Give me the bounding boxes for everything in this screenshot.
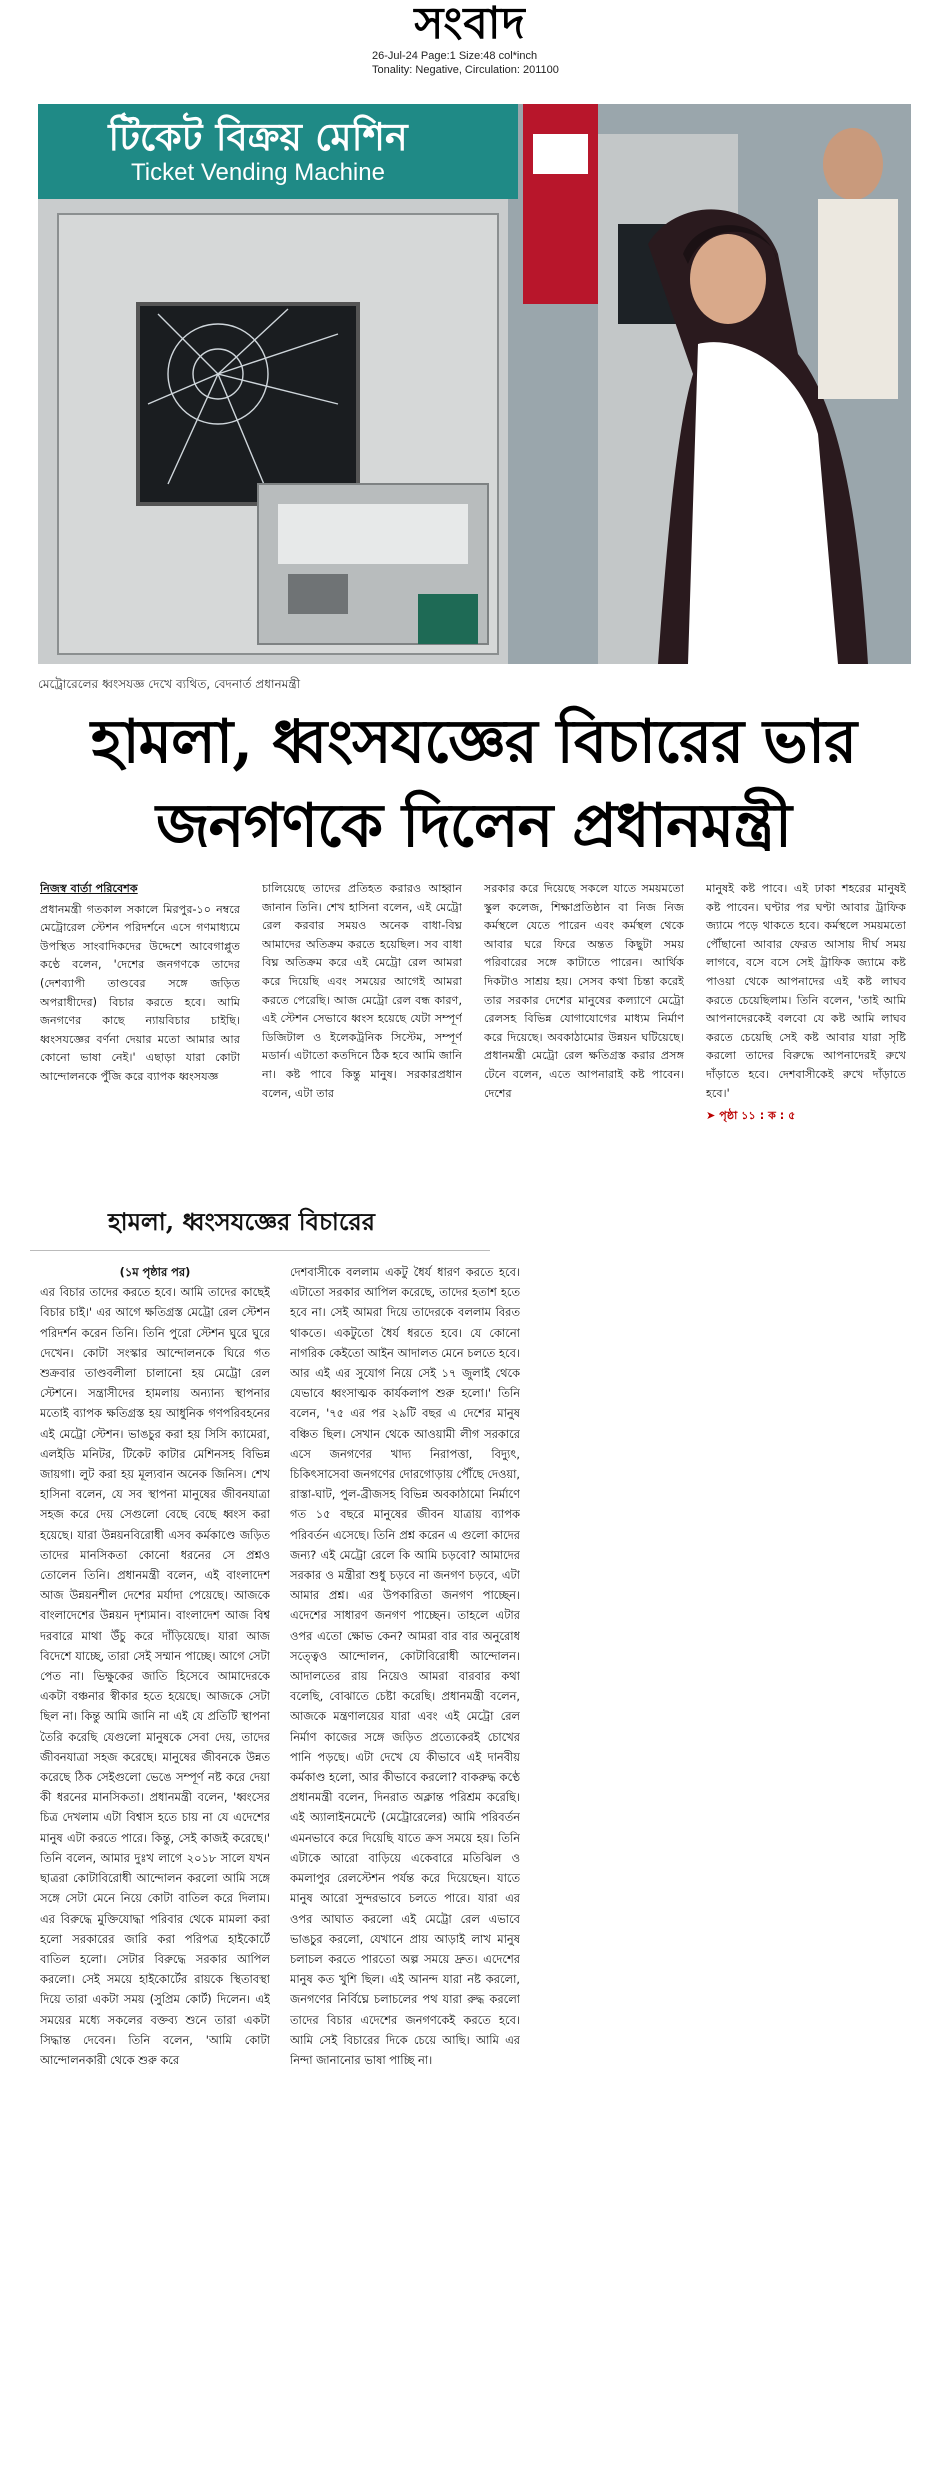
byline: নিজস্ব বার্তা পরিবেশক — [40, 882, 138, 895]
photo-caption: মেট্রোরেলের ধ্বংসযজ্ঞ দেখে ব্যথিত, বেদনার্ত প্রধানমন্ত্রী — [38, 677, 301, 691]
jump-col1-text: এর বিচার তাদের করতে হবে। আমি তাদের কাছেই বিচার চাই।' এর আগে ক্ষতিগ্রস্ত মেট্রো রেল স্টেশন পরিদর্শন করেন তিনি। তিনি পুরো স্টেশন ঘুরে ঘুরে দেখেন। কোটা সংস্কার আন্দোলনকে ঘিরে গত শুক্রবার তাণ্ডবলীলা চালানো হয় মেট্রো রেল স্টেশনে। সন্ত্রাসীদের হামলায় অন্যান্য স্থাপনার মতোই ব্যাপক ক্ষতিগ্রস্ত হয় আধুনিক গণপরিবহনের এই মেট্রো স্টেশন। ভাঙচুর করা হয় সিসি ক্যামেরা, এলইডি মনিটর, টিকেট কাটার মেশিনসহ বিভিন্ন জায়গা। লুট করা হয় মূল্যবান অনেক জিনিস। শেখ হাসিনা বলেন, যে সব স্থাপনা মানুষের জীবনযাত্রা সহজ করে দেয় সেগুলো বেছে বেছে ধ্বংস করা হয়েছে। যারা উন্নয়নবিরোধী এসব কর্মকাণ্ডে জড়িত তাদের মানসিকতা কোনো ধরনের সে প্রশ্নও তোলেন তিনি। প্রধানমন্ত্রী বলেন, এই বাংলাদেশ আজ উন্নয়নশীল দেশের মর্যাদা পেয়েছে। আজকে বাংলাদেশের উন্নয়ন দৃশ্যমান। বাংলাদেশ আজ বিশ্ব দরবারে মাথা উঁচু করে দাঁড়িয়েছে। যারা আজ বিদেশে যাচ্ছে, তারা সেই সম্মান পাচ্ছে। আগে সেটা পেত না। ভিক্ষুকের জাতি হিসেবে আমাদেরকে একটা বঞ্চনার স্বীকার হতে হয়েছে। আজকে সেটা ছিল না। কিন্তু আমি জানি না এই যে প্রতিটি স্থাপনা তৈরি করেছি যেগুলো মানুষকে সেবা দেয়, তাদের জীবনযাত্রা সহজ করেছে। মানুষের জীবনকে উন্নত করেছে ঠিক সেইগুলো ভেঙে সম্পূর্ণ নষ্ট করে দেয়া কী ধরনের মানসিকতা। প্রধানমন্ত্রী বলেন, 'ধ্বংসের চিত্র দেখলাম এটা বিশ্বাস হতে চায় না যে এদেশের মানুষ এটা করতে পারে। কিন্তু, সেই কাজই করেছে।' তিনি বলেন, আমার দুঃখ লাগে ২০১৮ সালে যখন ছাত্ররা কোটাবিরোধী আন্দোলন করলো আমি সঙ্গে সঙ্গে সেটা মেনে নিয়ে কোটা বাতিল করে দিলাম। এর বিরুদ্ধে মুক্তিযোদ্ধা পরিবার থেকে মামলা করা হলো সরকারের জারি করা পরিপত্র হাইকোর্টে বাতিল হলো। সেটার বিরুদ্ধে সরকার আপিল করলো। সেই সময়ে হাইকোর্টের রায়কে স্থিতাবস্থা দিয়ে তারা একটা সময় (সুপ্রিম কোর্ট) দিলেন। এই সময়ের মধ্যে সকলের বক্তব্য শুনে তারা একটা সিদ্ধান্ত দেবেন। তিনি বলেন, 'আমি কোটা আন্দোলনকারী থেকে শুরু করে — [40, 1285, 270, 2067]
jump-headline: হামলা, ধ্বংসযজ্ঞের বিচারের — [108, 1207, 375, 1236]
clipping-meta-line2: Tonality: Negative, Circulation: 201100 — [372, 64, 559, 76]
jump-divider — [30, 1250, 490, 1251]
article-column-3 — [484, 880, 684, 1120]
jump-from-label: (১ম পৃষ্ঠার পর) — [119, 1265, 191, 1279]
article-column-1 — [40, 880, 240, 1120]
jump-col2-text: দেশবাসীকে বললাম একটু ধৈর্য ধারণ করতে হবে। এটাতো সরকার আপিল করেছে, তাদের হতাশ হতে হবে না। সেই আমরা দিয়ে তাদেরকে বললাম বিরত থাকতে। একটুতো ধৈর্য ধরতে হবে। যে কোনো নাগরিক কেইতো আইন আদালত মেনে চলতে হবে। আর এই এর সুযোগ নিয়ে সেই ১৭ জুলাই থেকে যেভাবে ধ্বংসাত্মক কার্যকলাপ শুরু হলো।' তিনি বলেন, '৭৫ এর পর ২৯টি বছর এ দেশের মানুষ বঞ্চিত ছিল। সেখান থেকে আওয়ামী লীগ সরকারে এসে জনগণের খাদ্য নিরাপত্তা, বিদ্যুৎ, চিকিৎসাসেবা জনগণের দোরগোড়ায় পৌঁছে দেওয়া, রাস্তা-ঘাট, পুল-ব্রীজসহ বিভিন্ন অবকাঠামো নির্মাণে গত ১৫ বছরে মানুষের জীবন যাত্রায় ব্যাপক পরিবর্তন এসেছে। তিনি প্রশ্ন করেন এ গুলো কাদের জন্য? এই মেট্রো রেলে কি আমি চড়বো? আমাদের সরকার ও মন্ত্রীরা শুধু চড়বে না জনগণ চড়বে, এটা আমার প্রশ্ন। এর উপকারিতা জনগণ পাচ্ছেন। এদেশের সাধারণ জনগণ পাচ্ছেন। তাহলে এটার ওপর এতো ক্ষোভ কেন? আমরা বার বার অনুরোধ সত্ত্বেও আন্দোলন, কোটাবিরোধী আন্দোলন। আদালতের রায় নিয়েও আমরা বারবার কথা বলেছি, বোঝাতে চেষ্টা করেছি। প্রধানমন্ত্রী বলেন, আজকে মন্ত্রণালয়ের যারা এবং এই মেট্রো রেল নির্মাণ কাজের সঙ্গে জড়িত প্রত্যেকেরই চোখের পানি পড়ছে। এটা দেখে যে কীভাবে এই দানবীয় কর্মকাণ্ড হলো, আর কীভাবে করলো? বাকরুদ্ধ কণ্ঠে প্রধানমন্ত্রী বলেন, দিনরাত অক্লান্ত পরিশ্রম করেছি। এই অ্যালাইনমেন্টে (মেট্রোরেলের) আমি পরিবর্তন এমনভাবে করে দিয়েছি যাতে ক্রস সময়ে হয়। তিনি এটাকে আরো বাড়িয়ে একেবারে মতিঝিল ও কমলাপুর রেলস্টেশন পর্যন্ত করে দিয়েছেন। যাতে মানুষ আরো সুন্দরভাবে চলতে পারে। যারা এর ওপর আঘাত করলো এই মেট্রো রেল এভাবে ভাঙচুর করলো, যেখানে প্রায় আড়াই লাখ মানুষ চলাচল করতে পারতো অল্প সময়ে দ্রুত। এদেশের মানুষ কত খুশি ছিল। এই আনন্দ যারা নষ্ট করলো, জনগণের নির্বিঘ্নে চলাচলের পথ যারা রুদ্ধ করলো তাদের বিচার এদেশের জনগণকেই করতে হবে। আমি সেই বিচারের দিকে চেয়ে আছি। আমি এর নিন্দা জানানোর ভাষা পাচ্ছি না। — [290, 1265, 520, 2067]
article-col2-text: চালিয়েছে তাদের প্রতিহত করারও আহ্বান জানান তিনি। শেখ হাসিনা বলেন, এই মেট্রো রেল করবার সময়ও অনেক বাধা-বিঘ্ন আমাদের অতিক্রম করতে হয়েছিল। সব বাধা বিঘ্ন অতিক্রম করে এই মেট্রো রেল আমরা করে দিয়েছি এবং সময়ের আগেই আমরা করতে পেরেছি। আজ মেট্রো রেল বন্ধ কারণ, এই স্টেশন সেভাবে ধ্বংস হয়েছে যেটা সম্পূর্ণ ডিজিটাল ও ইলেকট্রনিক সিস্টেম, সম্পূর্ণ মডার্ন। এটাতো কতদিনে ঠিক হবে আমি জানি না। কষ্ট পাবে কিন্তু মানুষ। সরকারপ্রধান বলেন, এটা তার — [262, 882, 462, 1100]
headline-line1: হামলা, ধ্বংসযজ্ঞের বিচারের ভার — [90, 707, 857, 777]
newspaper-logo: সংবাদ — [414, 0, 526, 49]
sign-bangla-text: টিকেট বিক্রয় মেশিন — [108, 114, 408, 159]
clipping-meta-line1: 26-Jul-24 Page:1 Size:48 col*inch — [372, 50, 538, 62]
jump-column-2 — [290, 1262, 520, 2472]
vending-machine-sign — [38, 104, 478, 199]
article-col1-text: প্রধানমন্ত্রী গতকাল সকালে মিরপুর-১০ নম্বরে মেট্রোরেল স্টেশন পরিদর্শনে এসে গণমাধ্যমে উপস্থিত সাংবাদিকদের উদ্দেশে আবেগাপ্লুত কণ্ঠে বলেন, 'দেশের জনগণকে তাদের (দেশব্যাপী তাণ্ডবের সঙ্গে জড়িত অপরাধীদের) বিচার করতে হবে। আমি জনগণের কাছে ন্যায়বিচার চাইছি। ধ্বংসযজ্ঞের বর্ণনা দেয়ার মতো আমার আর কোনো ভাষা নেই।' এছাড়া যারা কোটা আন্দোলনকে পুঁজি করে ব্যাপক ধ্বংসযজ্ঞ — [40, 902, 240, 1083]
headline-line2: জনগণকে দিলেন প্রধানমন্ত্রী — [155, 791, 792, 861]
continued-on-page: ➤ পৃষ্ঠা ১১ : ক : ৫ — [706, 1109, 796, 1123]
article-col3-text: সরকার করে দিয়েছে সকলে যাতে সময়মতো স্কুল কলেজ, শিক্ষাপ্রতিষ্ঠান বা নিজ নিজ কর্মস্থলে যেতে পারেন এবং কর্মস্থল থেকে আবার ঘরে ফিরে অন্তত কিছুটা সময় পরিবারের সঙ্গে কাটাতে পারেন। আর্থিক দিকটাও সাশ্রয় হয়। সেসব কথা চিন্তা করেই তার সরকার দেশের মানুষের কল্যাণে মেট্রো রেলসহ বিভিন্ন যোগাযোগের মাধ্যম নির্মাণ করে দিয়েছে। অবকাঠামোর উন্নয়ন ঘটিয়েছে। প্রধানমন্ত্রী মেট্রো রেল ক্ষতিগ্রস্ত করার প্রসঙ্গ টেনে বলেন, এতে আপনারাই কষ্ট পাবেন। দেশের — [484, 882, 684, 1100]
jump-column-1 — [40, 1262, 270, 2472]
article-col4-text: মানুষই কষ্ট পাবে। এই ঢাকা শহরের মানুষই কষ্ট পাবেন। ঘণ্টার পর ঘণ্টা আবার ট্রাফিক জ্যামে পড়ে থাকতে হবে। কর্মস্থলে সময়মতো পৌঁছানো আবার ফেরত আসায় দীর্ঘ সময় লাগবে, বসে বসে সেই ট্রাফিক জ্যামে কষ্ট পাওয়া থেকে আপনাদের এই কষ্ট লাঘব করতে চেয়েছিলাম। তিনি বলেন, 'তাই আমি আপনাদেরকেই বলবো যে কষ্ট আমি লাঘব করতে চেয়েছি সেই কষ্ট আবার যারা সৃষ্টি করলো তাদের বিরুদ্ধে আপনাদেরই রুখে দাঁড়াতে হবে। দেশবাসীকেই রুখে দাঁড়াতে হবে।' — [706, 882, 906, 1100]
article-column-4 — [706, 880, 906, 1142]
sign-english-text: Ticket Vending Machine — [131, 158, 385, 186]
article-column-2 — [262, 880, 462, 1120]
